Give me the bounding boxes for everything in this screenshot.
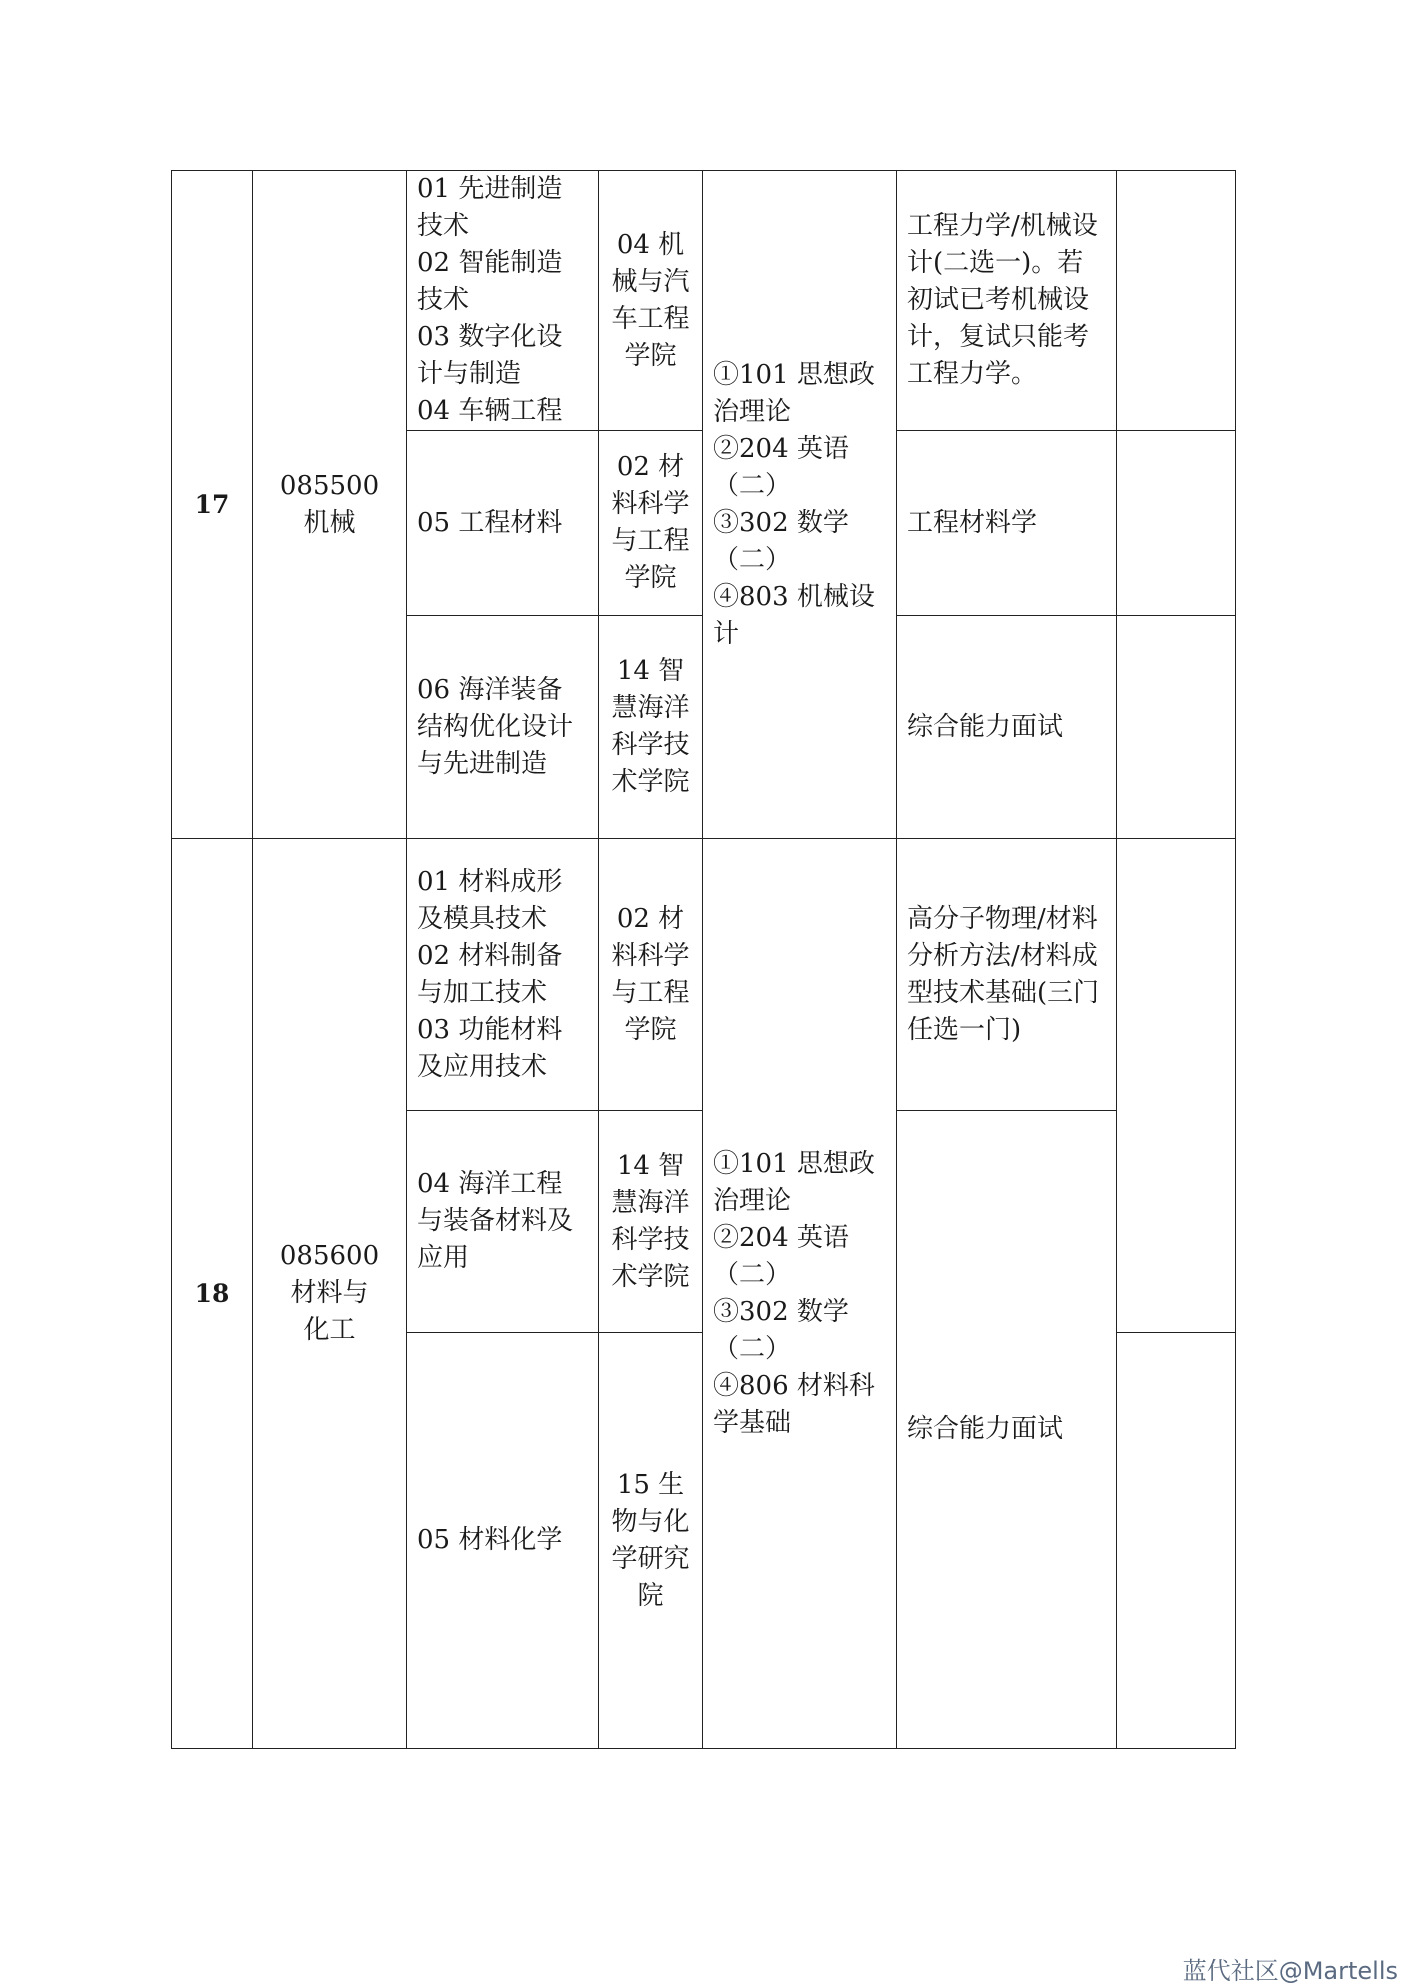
direction-item: 06 海洋装备结构优化设计与先进制造 (417, 674, 574, 779)
direction-cell (407, 431, 599, 616)
exam-subject: ②204 英语（二） (713, 1222, 849, 1290)
exam-subjects-cell (703, 839, 897, 1749)
major-cell (253, 171, 407, 839)
college-cell: 02 材料科学与工程学院 (599, 839, 703, 1111)
major-cell (253, 839, 407, 1749)
exam-subject: ①101 思想政治理论 (713, 1148, 875, 1216)
direction-item: 05 工程材料 (417, 507, 563, 538)
admission-table (171, 170, 1236, 1749)
direction-item: 02 材料制备与加工技术 (417, 940, 563, 1008)
direction-cell (407, 616, 599, 839)
direction-cell (407, 839, 599, 1111)
note-cell (1117, 431, 1236, 616)
direction-item: 04 海洋工程与装备材料及应用 (417, 1169, 574, 1273)
exam-subject: ④806 材料科学基础 (713, 1370, 875, 1438)
college-cell: 14 智慧海洋科学技术学院 (599, 1111, 703, 1333)
retest-cell: 高分子物理/材料分析方法/材料成型技术基础(三门任选一门) (897, 839, 1117, 1111)
exam-subjects-cell (703, 171, 897, 839)
retest-cell: 工程力学/机械设计(二选一)。若初试已考机械设计，复试只能考工程力学。 (897, 171, 1117, 431)
major-name: 机械 (303, 507, 356, 538)
direction-item: 01 材料成形及模具技术 (417, 866, 563, 934)
table-row (172, 839, 1236, 1111)
direction-cell (407, 1111, 599, 1333)
note-cell (1117, 171, 1236, 431)
direction-item: 05 材料化学 (417, 1525, 563, 1555)
exam-subject: ③302 数学（二） (713, 1296, 849, 1364)
retest-cell: 综合能力面试 (897, 1111, 1117, 1749)
direction-item: 03 功能材料及应用技术 (417, 1014, 563, 1082)
exam-subject: ②204 英语（二） (713, 433, 849, 501)
direction-cell (407, 1333, 599, 1749)
exam-subject: ③302 数学（二） (713, 507, 849, 575)
watermark: 蓝代社区@Martells (1182, 1957, 1398, 1985)
college-cell: 15 生物与化学研究院 (599, 1333, 703, 1749)
major-name: 化工 (303, 1315, 356, 1345)
retest-cell: 工程材料学 (897, 431, 1117, 616)
direction-item: 03 数字化设计与制造 (417, 322, 563, 389)
direction-item: 02 智能制造技术 (417, 248, 563, 315)
college-cell: 14 智慧海洋科学技术学院 (599, 616, 703, 839)
seq-number: 17 (172, 171, 253, 839)
college-cell: 02 材料科学与工程学院 (599, 431, 703, 616)
note-cell (1117, 839, 1236, 1333)
note-cell (1117, 616, 1236, 839)
major-name: 材料与 (290, 1278, 369, 1308)
direction-item: 04 车辆工程 (417, 396, 563, 426)
major-code: 085500 (279, 470, 380, 501)
table-row (172, 171, 1236, 431)
seq-number: 18 (172, 839, 253, 1749)
college-cell: 04 机械与汽车工程学院 (599, 171, 703, 431)
note-cell (1117, 1333, 1236, 1749)
exam-subject: ①101 思想政治理论 (713, 359, 875, 427)
direction-item: 01 先进制造技术 (417, 174, 563, 241)
major-code: 085600 (279, 1241, 380, 1271)
retest-cell: 综合能力面试 (897, 616, 1117, 839)
exam-subject: ④803 机械设计 (713, 581, 875, 649)
direction-cell (407, 171, 599, 431)
